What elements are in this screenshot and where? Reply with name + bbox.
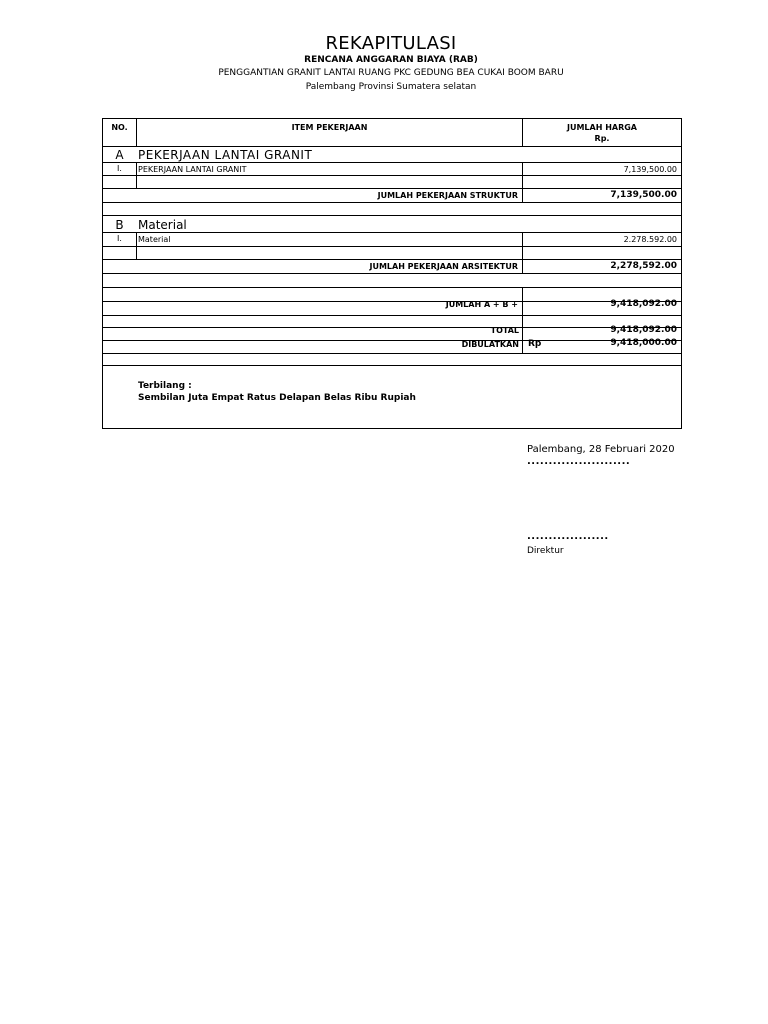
place-date: Palembang, 28 Februari 2020 <box>527 444 675 455</box>
document-title: REKAPITULASI <box>325 33 457 54</box>
terbilang-text: Sembilan Juta Empat Ratus Delapan Belas Ribu Rupiah <box>138 393 416 403</box>
col-item-header: ITEM PEKERJAAN <box>291 123 368 132</box>
col-no-header: NO. <box>111 123 128 132</box>
sum-label: JUMLAH A + B + <box>445 300 518 309</box>
section-b-letter: B <box>115 218 124 232</box>
terbilang-label: Terbilang : <box>138 381 192 391</box>
rounded-currency: Rp <box>528 339 542 349</box>
section-a-row-no: I. <box>117 164 122 173</box>
document-subtitle: RENCANA ANGGARAN BIAYA (RAB) <box>304 55 478 65</box>
section-b-row-item: Material <box>138 235 171 244</box>
total-value: 9,418,092.00 <box>610 325 677 335</box>
rounded-label: DIBULATKAN <box>461 340 519 349</box>
total-label: TOTAL <box>490 326 519 335</box>
sum-value: 9,418,092.00 <box>610 299 677 309</box>
section-b-row-value: 2.278.592.00 <box>623 235 677 244</box>
section-b-title: Material <box>138 218 187 232</box>
col-price-header: JUMLAH HARGA <box>566 123 637 132</box>
signature-dots-top: ........................ <box>527 456 631 467</box>
section-a-row-value: 7,139,500.00 <box>623 165 677 174</box>
recap-table <box>102 118 682 429</box>
section-a-letter: A <box>115 148 124 162</box>
section-b-row-no: I. <box>117 234 122 243</box>
col-price-unit: Rp. <box>594 134 610 143</box>
section-a-subtotal-label: JUMLAH PEKERJAAN STRUKTUR <box>377 191 518 200</box>
signature-role: Direktur <box>527 546 564 556</box>
rounded-value: 9,418,000.00 <box>610 338 677 348</box>
section-a-row-item: PEKERJAAN LANTAI GRANIT <box>138 165 247 174</box>
section-a-subtotal-value: 7,139,500.00 <box>610 190 677 200</box>
project-name: PENGGANTIAN GRANIT LANTAI RUANG PKC GEDUNG BEA CUKAI BOOM BARU <box>218 68 564 78</box>
project-location: Palembang Provinsi Sumatera selatan <box>305 82 477 92</box>
section-b-subtotal-label: JUMLAH PEKERJAAN ARSITEKTUR <box>369 262 518 271</box>
signature-dots-bottom: ................... <box>527 531 609 542</box>
section-b-subtotal-value: 2,278,592.00 <box>610 261 677 271</box>
section-a-title: PEKERJAAN LANTAI GRANIT <box>138 148 313 162</box>
